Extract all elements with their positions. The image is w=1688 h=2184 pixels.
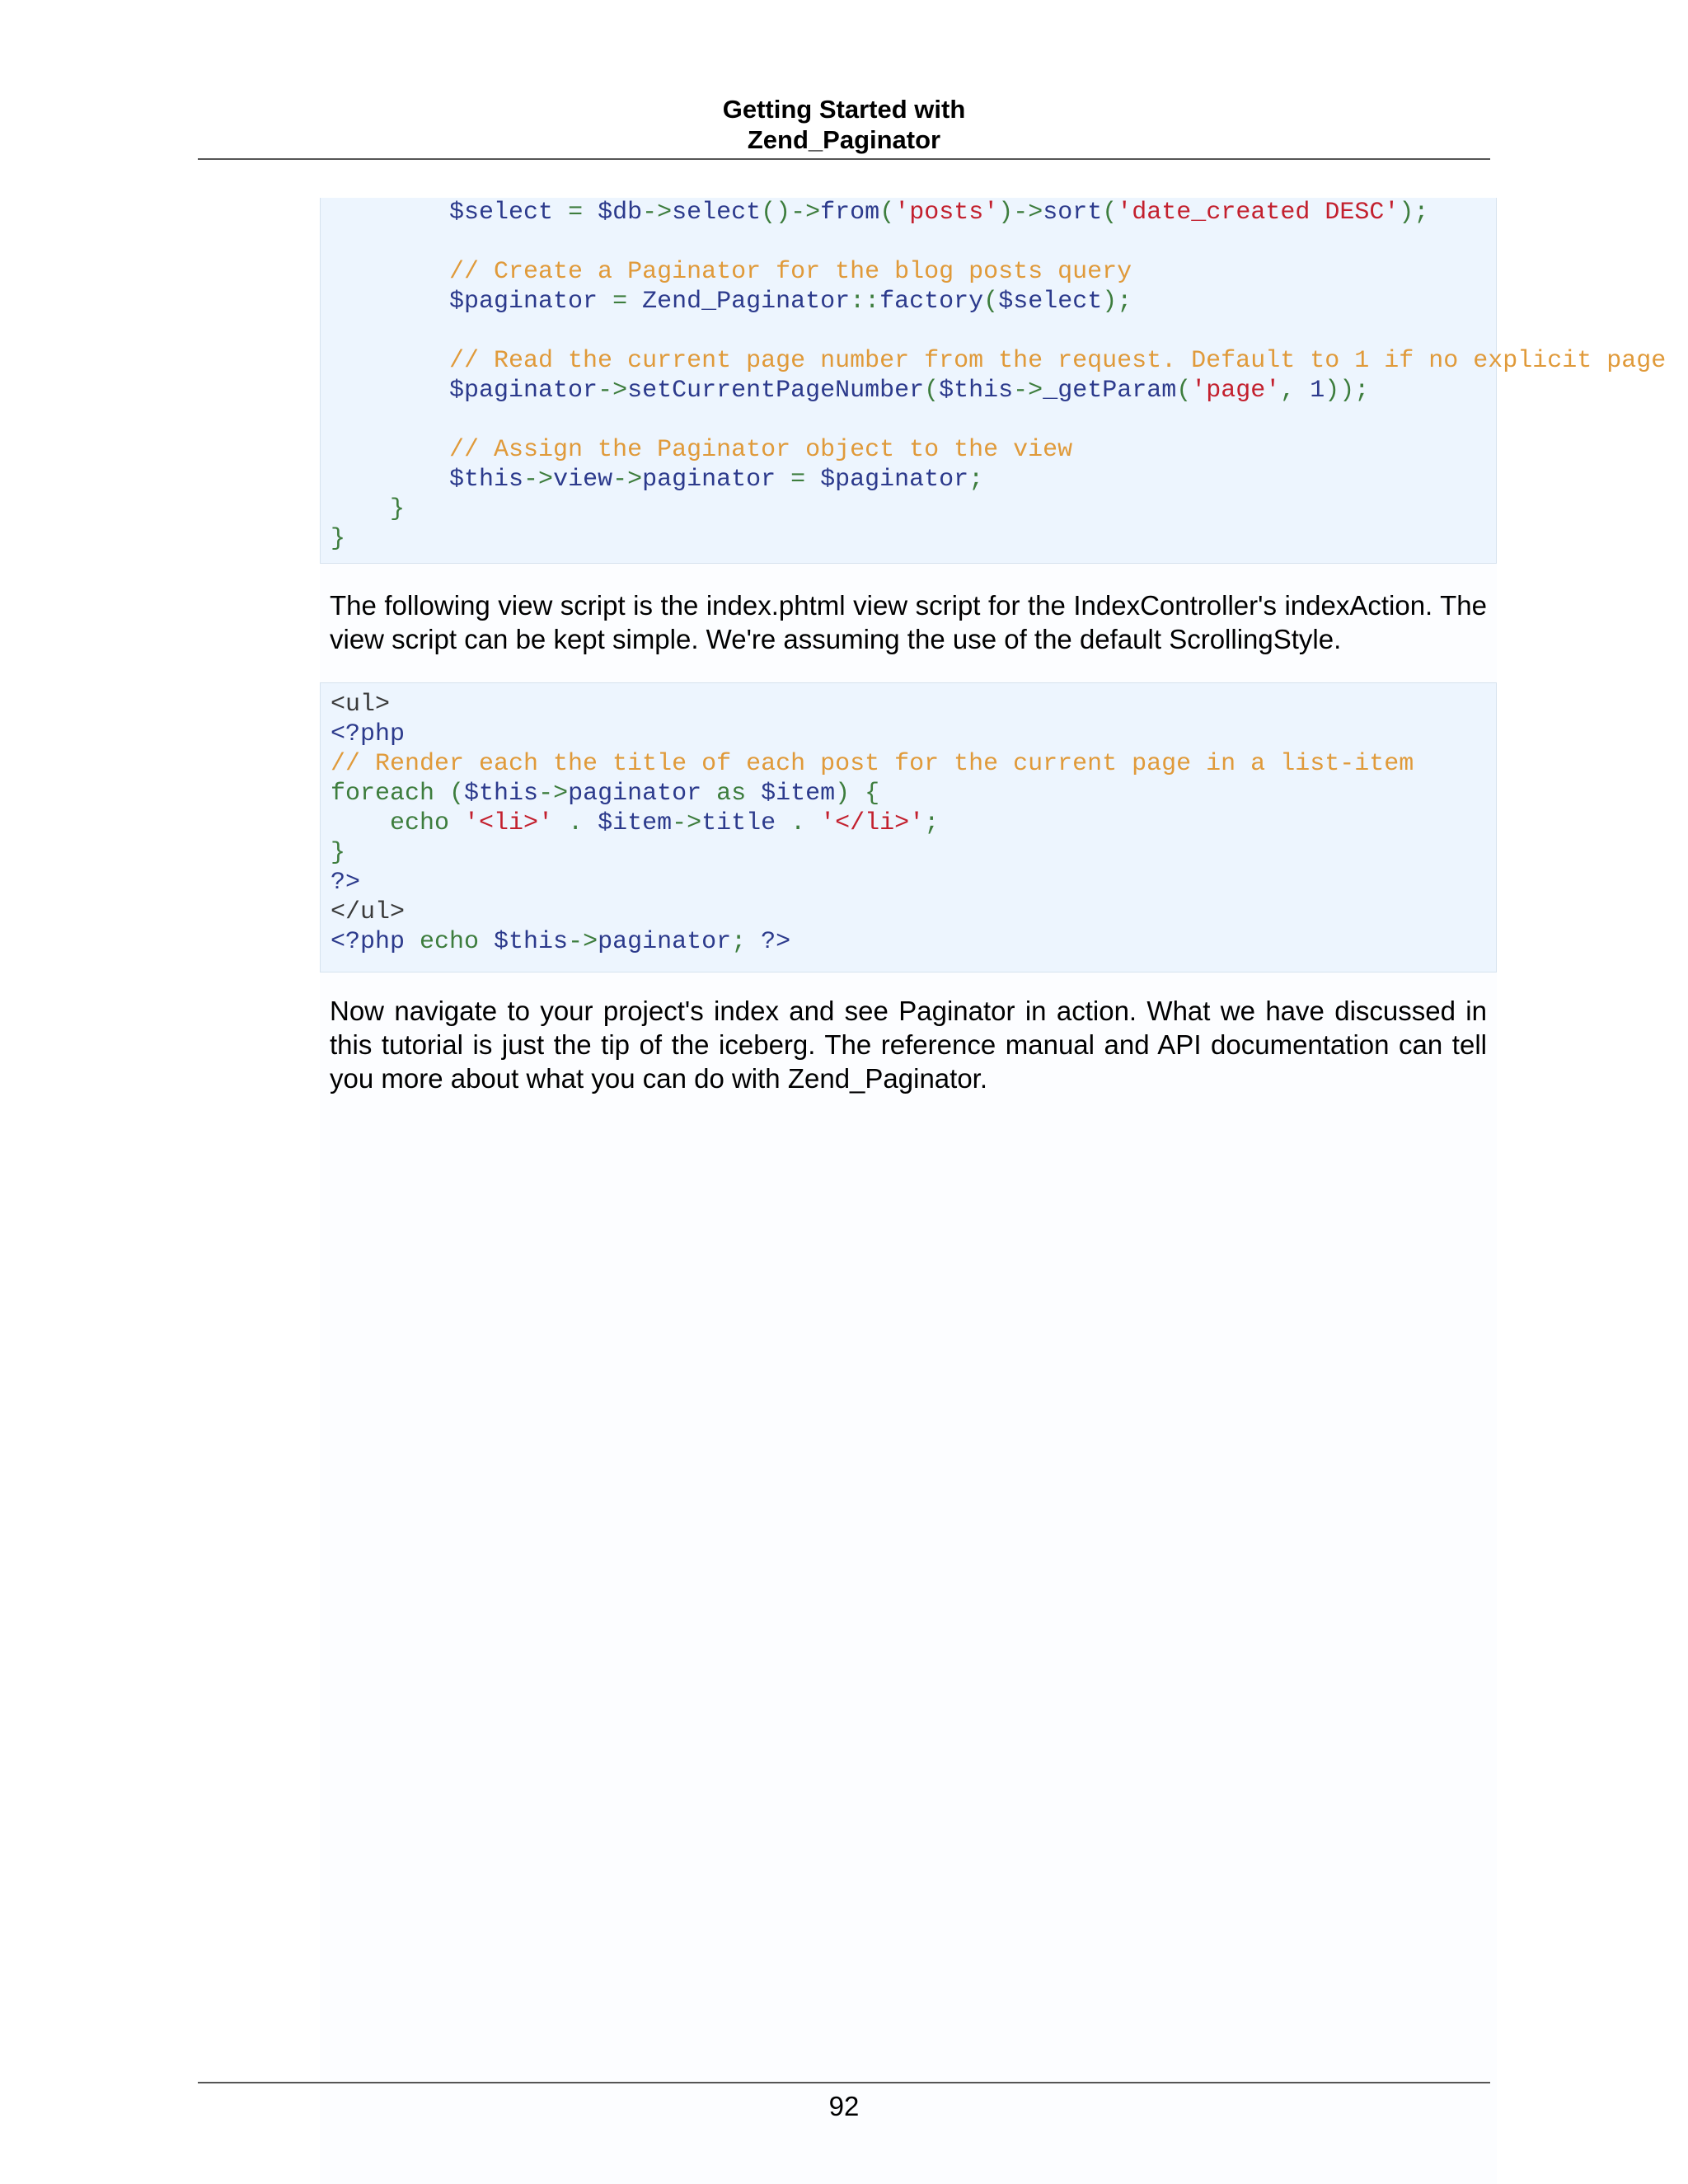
code-token: :: bbox=[850, 288, 880, 316]
code-token: ; bbox=[731, 928, 762, 956]
code-token: = bbox=[553, 199, 598, 227]
code-token bbox=[331, 495, 390, 523]
code-token: 'date_created DESC' bbox=[1117, 199, 1400, 227]
code-token: _getParam bbox=[1043, 377, 1177, 405]
paragraph-view-script-intro: The following view script is the index.phtml view script for the IndexController's indexAction. The view script can be kept simple. We're assuming the use of the default ScrollingStyle. bbox=[330, 590, 1487, 654]
code-token: ; bbox=[924, 809, 940, 837]
code-token: -> bbox=[1013, 199, 1043, 227]
code-listing bbox=[321, 198, 1667, 554]
code-token: view bbox=[553, 466, 613, 494]
code-token: Zend_Paginator bbox=[642, 288, 851, 316]
code-listing bbox=[321, 683, 1496, 957]
code-token: () bbox=[761, 199, 791, 227]
code-token: -> bbox=[642, 199, 673, 227]
code-token: paginator bbox=[642, 466, 776, 494]
footer-rule bbox=[198, 2082, 1490, 2083]
code-line bbox=[331, 435, 1496, 465]
code-token: echo bbox=[390, 809, 450, 837]
code-token: 'posts' bbox=[894, 199, 999, 227]
code-token: $paginator bbox=[449, 288, 598, 316]
paragraph-conclusion: Now navigate to your project's index and see Paginator in action. What we have discussed in this tutorial is just the tip of the iceberg. The reference manual and API documentation can tell you more about what you can do with Zend_Paginator. bbox=[330, 996, 1487, 1094]
code-token: ( bbox=[1102, 199, 1118, 227]
code-line bbox=[331, 868, 1496, 898]
code-token: ( bbox=[924, 377, 940, 405]
code-token: $this bbox=[449, 466, 524, 494]
code-token: -> bbox=[790, 199, 821, 227]
code-token: select bbox=[672, 199, 762, 227]
code-line bbox=[331, 838, 1496, 868]
code-token: <ul> bbox=[331, 691, 391, 719]
code-token bbox=[331, 466, 449, 494]
code-token bbox=[331, 436, 449, 464]
code-token: ( bbox=[983, 288, 999, 316]
code-token: paginator bbox=[568, 780, 702, 808]
code-line bbox=[331, 198, 1496, 227]
code-token: = bbox=[598, 288, 643, 316]
page-header bbox=[198, 94, 1490, 155]
code-token: -> bbox=[612, 466, 643, 494]
page-number: 92 bbox=[828, 2091, 860, 2121]
code-token: ) bbox=[998, 199, 1014, 227]
code-token: echo bbox=[405, 928, 495, 956]
code-token: 1 bbox=[1310, 377, 1325, 405]
code-line bbox=[331, 719, 1496, 749]
code-line bbox=[331, 927, 1496, 957]
code-token: '</li>' bbox=[820, 809, 925, 837]
code-token: $paginator bbox=[449, 377, 598, 405]
code-token: $this bbox=[494, 928, 569, 956]
code-line bbox=[331, 376, 1496, 405]
code-line bbox=[331, 494, 1496, 524]
header-title-line-1: Getting Started with bbox=[722, 95, 966, 124]
code-token: , bbox=[1280, 377, 1311, 405]
code-token: ?> bbox=[761, 928, 791, 956]
code-line bbox=[331, 749, 1496, 779]
code-token: -> bbox=[523, 466, 554, 494]
code-line bbox=[331, 898, 1496, 927]
code-token: $select bbox=[998, 288, 1103, 316]
code-token: } bbox=[390, 495, 406, 523]
code-token: title bbox=[701, 809, 776, 837]
code-token bbox=[449, 809, 464, 837]
code-token: ?> bbox=[331, 869, 361, 897]
code-token bbox=[331, 288, 449, 316]
code-token: } bbox=[331, 525, 346, 553]
code-token: $this bbox=[939, 377, 1014, 405]
code-token: '<li>' bbox=[464, 809, 554, 837]
code-token: $paginator bbox=[820, 466, 969, 494]
code-token: $db bbox=[598, 199, 643, 227]
code-token: // Assign the Paginator object to the view bbox=[449, 436, 1073, 464]
code-token bbox=[331, 347, 449, 375]
code-token bbox=[331, 377, 449, 405]
code-token: ( bbox=[434, 780, 465, 808]
code-token: ) { bbox=[835, 780, 880, 808]
code-token: foreach bbox=[331, 780, 435, 808]
code-token: $select bbox=[449, 199, 554, 227]
code-token: . bbox=[553, 809, 598, 837]
header-rule bbox=[198, 158, 1490, 160]
code-token bbox=[331, 258, 449, 286]
code-token: -> bbox=[1013, 377, 1043, 405]
code-line bbox=[331, 346, 1667, 376]
code-token: setCurrentPageNumber bbox=[627, 377, 925, 405]
code-line bbox=[331, 257, 1496, 287]
code-token: ; bbox=[968, 466, 984, 494]
code-token: paginator bbox=[598, 928, 732, 956]
code-token: factory bbox=[879, 288, 984, 316]
code-token: // Read the current page number from the request. Default to 1 if no explicit page bbox=[449, 347, 1667, 375]
code-token: // Render each the title of each post for the current page in a list-item bbox=[331, 750, 1414, 778]
code-token: ( bbox=[1176, 377, 1192, 405]
code-line bbox=[331, 316, 1496, 346]
code-line bbox=[331, 405, 1496, 435]
code-token bbox=[331, 809, 390, 837]
code-token: <?php bbox=[331, 928, 406, 956]
code-token: </ul> bbox=[331, 898, 406, 926]
code-token: ); bbox=[1102, 288, 1132, 316]
code-token bbox=[331, 199, 449, 227]
code-line bbox=[331, 465, 1496, 494]
header-title-line-2: Zend_Paginator bbox=[747, 125, 941, 154]
code-line bbox=[331, 808, 1496, 838]
code-block-view-script bbox=[320, 682, 1497, 972]
code-token: -> bbox=[598, 377, 628, 405]
code-token: $item bbox=[598, 809, 673, 837]
code-block-controller bbox=[320, 198, 1667, 564]
code-token: <?php bbox=[331, 720, 406, 748]
code-token: ); bbox=[1399, 199, 1429, 227]
code-token: $item bbox=[761, 780, 836, 808]
code-token: from bbox=[820, 199, 880, 227]
code-line bbox=[331, 227, 1496, 257]
code-token: -> bbox=[568, 928, 598, 956]
code-token: // Create a Paginator for the blog posts query bbox=[449, 258, 1132, 286]
code-token: )); bbox=[1325, 377, 1370, 405]
code-token: ( bbox=[879, 199, 895, 227]
code-token: -> bbox=[538, 780, 569, 808]
code-line bbox=[331, 779, 1496, 808]
code-token: -> bbox=[672, 809, 702, 837]
code-token: 'page' bbox=[1191, 377, 1281, 405]
code-token: } bbox=[331, 839, 346, 867]
code-line bbox=[331, 287, 1496, 316]
code-line bbox=[331, 690, 1496, 719]
code-token: = bbox=[776, 466, 821, 494]
code-token: as bbox=[701, 780, 762, 808]
code-line bbox=[331, 524, 1496, 554]
code-token: $this bbox=[464, 780, 539, 808]
code-token: sort bbox=[1043, 199, 1103, 227]
code-token: . bbox=[776, 809, 821, 837]
